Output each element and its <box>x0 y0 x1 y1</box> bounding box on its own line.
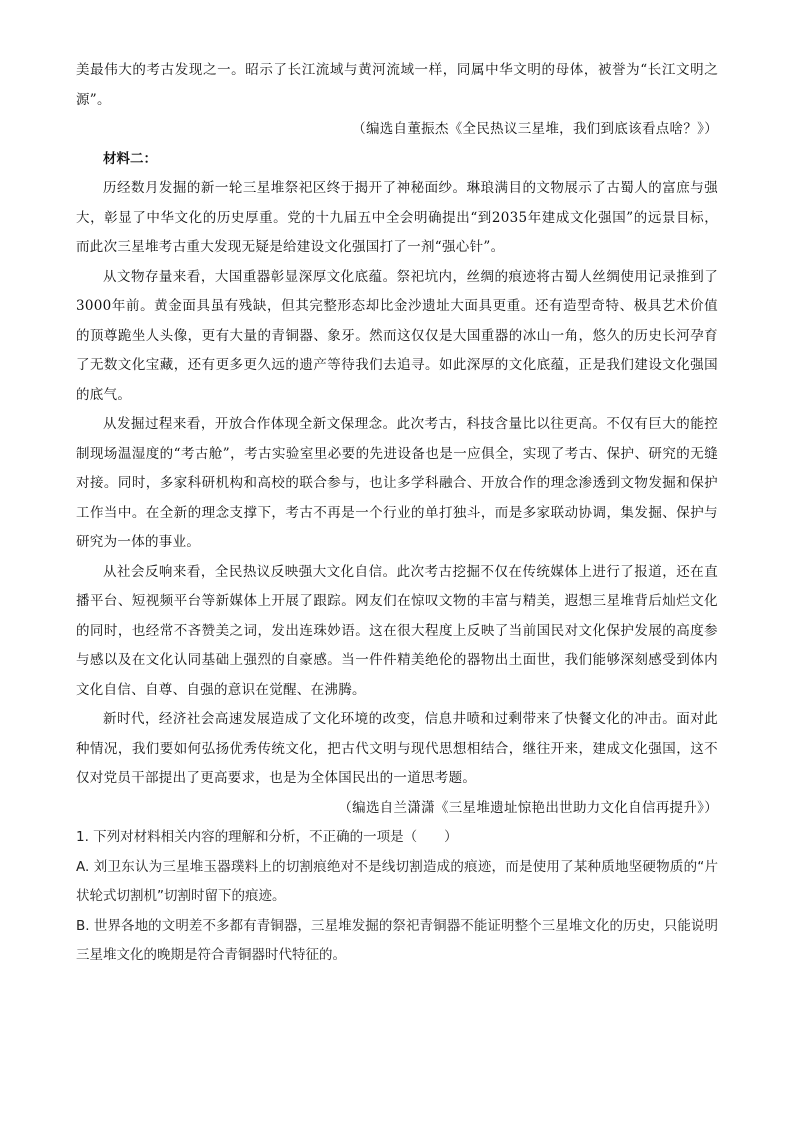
source-citation-2: （编选自兰潇潇《三星堆遗址惊艳出世助力文化自信再提升》） <box>338 799 718 816</box>
material-2-heading: 材料二： <box>103 150 157 167</box>
option-a: A. 刘卫东认为三星堆玉器璞料上的切割痕绝对不是线切割造成的痕迹，而是使用了某种质地坚硬物质的“片状轮式切割机”切割时留下的痕迹。 <box>76 858 718 904</box>
question-stem: 1. 下列对材料相关内容的理解和分析，不正确的一项是（ ） <box>76 829 458 845</box>
source-citation-1: （编选自董振杰《全民热议三星堆，我们到底该看点啥？》） <box>352 121 718 137</box>
page-content <box>76 56 718 971</box>
body-paragraph: 从发掘过程来看，开放合作体现全新文保理念。此次考古，科技含量比以往更高。不仅有巨大的能控制现场温湿度的“考古舱”，考古实验室里必要的先进设备也是一应俱全，实现了考古、保护、研究的无缝对接。同时，多家科研机构和高校的联合参与，也让多学科融合、开放合作的理念渗透到文物发掘和保护工作当中。在全新的理念支撑下，考古不再是一个行业的单打独斗，而是多家联动协调，集发掘、保护与研究为一体的事业。 <box>76 416 718 550</box>
body-paragraph: 从社会反响来看，全民热议反映强大文化自信。此次考古挖掘不仅在传统媒体上进行了报道，还在直播平台、短视频平台等新媒体上开展了跟踪。网友们在惊叹文物的丰富与精美，遐想三星堆背后灿烂文化的同时，也经常不吝赞美之词，发出连珠妙语。这在很大程度上反映了当前国民对文化保护发展的高度参与感以及在文化认同基础上强烈的自豪感。当一件件精美绝伦的器物出土面世，我们能够深刻感受到体内文化自信、自尊、自强的意识在觉醒、在沸腾。 <box>76 563 718 698</box>
body-paragraph: 历经数月发掘的新一轮三星堆祭祀区终于揭开了神秘面纱。琳琅满目的文物展示了古蜀人的富庶与强大，彰显了中华文化的历史厚重。党的十九届五中全会明确提出“到2035年建成文化强国”的远景目标，而此次三星堆考古重大发现无疑是给建设文化强国打了一剂“强心针”。 <box>76 180 718 255</box>
body-paragraph: 从文物存量来看，大国重器彰显深厚文化底蕴。祭祀坑内，丝绸的痕迹将古蜀人丝绸使用记录推到了3000年前。黄金面具虽有残缺，但其完整形态却比金沙遗址大面具更重。还有造型奇特、极具艺术价值的顶尊跪坐人头像，更有大量的青铜器、象牙。然而这仅仅是大国重器的冰山一角，悠久的历史长河孕育了无数文化宝藏，还有更多更久远的遗产等待我们去追寻。如此深厚的文化底蕴，正是我们建设文化强国的底气。 <box>76 268 718 403</box>
body-paragraph: 新时代，经济社会高速发展造成了文化环境的改变，信息井喷和过剩带来了快餐文化的冲击。面对此种情况，我们要如何弘扬优秀传统文化，把古代文明与现代思想相结合，继往开来，建成文化强国，这不仅对党员干部提出了更高要求，也是为全体国民出的一道思考题。 <box>76 711 718 786</box>
intro-paragraph: 美最伟大的考古发现之一。昭示了长江流域与黄河流域一样，同属中华文明的母体，被誉为“长江文明之源”。 <box>76 62 718 108</box>
option-b: B. 世界各地的文明差不多都有青铜器，三星堆发掘的祭祀青铜器不能证明整个三星堆文化的历史，只能说明三星堆文化的晚期是符合青铜器时代特征的。 <box>76 917 718 963</box>
